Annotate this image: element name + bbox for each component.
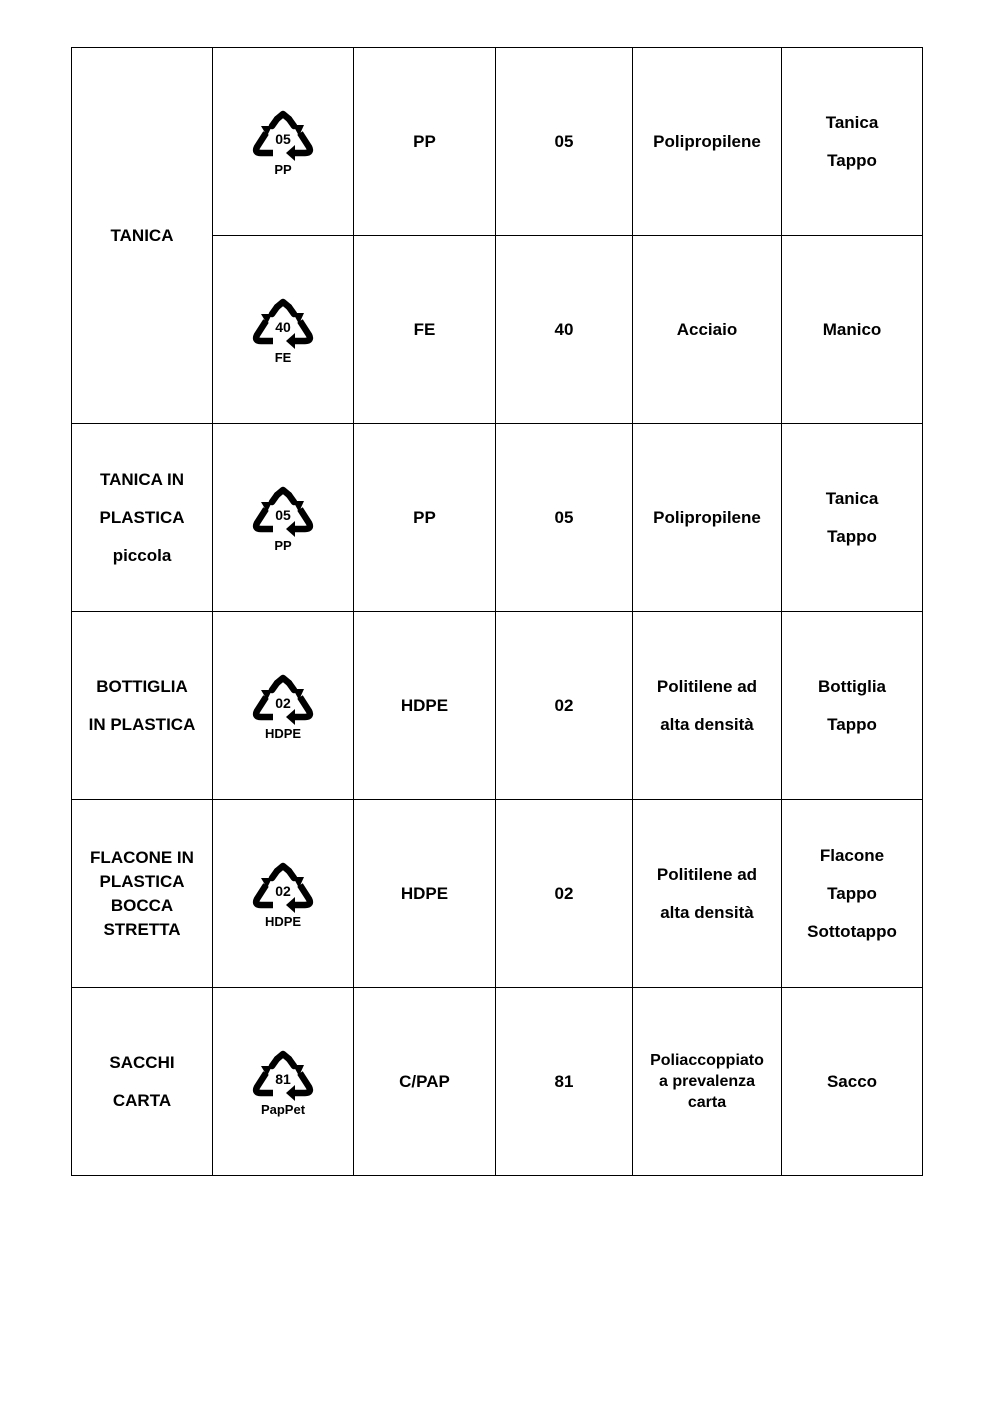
- item-name-line: STRETTA: [103, 919, 181, 939]
- recycle-triangle-icon: [243, 666, 323, 746]
- material-cell: [633, 48, 782, 236]
- symbol-code: PP: [274, 161, 292, 177]
- part-line: Flacone: [819, 845, 885, 865]
- material-line: Polipropilene: [653, 131, 761, 151]
- item-name-cell: [72, 48, 213, 424]
- item-name-cell: [72, 800, 213, 988]
- part-line: Manico: [822, 319, 882, 339]
- item-name-cell: [72, 424, 213, 612]
- material-line: a prevalenza: [658, 1073, 756, 1090]
- item-name-cell: [72, 612, 213, 800]
- part-line: Tappo: [827, 526, 877, 546]
- parts-cell: [782, 800, 923, 988]
- recycle-triangle-icon: [243, 1042, 323, 1122]
- parts-cell: [782, 424, 923, 612]
- recycling-symbol-cell: [213, 800, 354, 988]
- material-cell: [633, 424, 782, 612]
- symbol-number: 40: [275, 318, 291, 335]
- number-cell: 05: [496, 424, 633, 612]
- part-line: Tanica: [825, 488, 879, 508]
- table-row: [72, 48, 923, 236]
- recycling-symbol-cell: [213, 236, 354, 424]
- symbol-number: 05: [275, 130, 291, 147]
- material-line: Acciaio: [676, 319, 738, 339]
- code-cell: PP: [354, 48, 496, 236]
- item-name-line: TANICA: [110, 225, 174, 245]
- part-line: Sacco: [826, 1071, 878, 1091]
- recycling-symbol-cell: [213, 48, 354, 236]
- part-line: Tappo: [827, 150, 877, 170]
- table-row: [72, 988, 923, 1176]
- material-cell: [633, 612, 782, 800]
- number-cell: 02: [496, 612, 633, 800]
- number-cell: 02: [496, 800, 633, 988]
- item-name-line: TANICA IN: [99, 469, 185, 489]
- symbol-code: HDPE: [264, 913, 302, 929]
- item-name-line: PLASTICA: [99, 871, 185, 891]
- parts-cell: [782, 988, 923, 1176]
- material-line: carta: [687, 1094, 727, 1111]
- recycle-triangle-icon: [243, 102, 323, 182]
- symbol-code: PP: [274, 537, 292, 553]
- item-name-line: IN PLASTICA: [88, 714, 196, 734]
- item-name-line: FLACONE IN: [90, 847, 194, 867]
- code-cell: C/PAP: [354, 988, 496, 1176]
- symbol-number: 81: [275, 1070, 291, 1087]
- recycling-codes-table: [71, 47, 923, 1176]
- material-line: Poliaccoppiato: [650, 1052, 764, 1069]
- material-line: Polipropilene: [653, 507, 761, 527]
- item-name-cell: [72, 988, 213, 1176]
- parts-cell: [782, 236, 923, 424]
- recycling-symbol-cell: [213, 424, 354, 612]
- item-name-line: BOCCA: [110, 895, 174, 915]
- recycling-symbol-cell: [213, 612, 354, 800]
- material-cell: [633, 988, 782, 1176]
- material-line: Politilene ad: [656, 864, 758, 884]
- recycle-triangle-icon: [243, 854, 323, 934]
- symbol-number: 02: [275, 882, 291, 899]
- code-cell: FE: [354, 236, 496, 424]
- material-line: Politilene ad: [656, 676, 758, 696]
- material-line: alta densità: [660, 714, 754, 734]
- recycling-symbol-cell: [213, 988, 354, 1176]
- code-cell: PP: [354, 424, 496, 612]
- part-line: Tappo: [827, 883, 877, 903]
- number-cell: 40: [496, 236, 633, 424]
- material-cell: [633, 800, 782, 988]
- item-name-line: piccola: [112, 545, 172, 565]
- symbol-code: FE: [274, 349, 292, 365]
- table-row: [72, 800, 923, 988]
- parts-cell: [782, 48, 923, 236]
- number-cell: 05: [496, 48, 633, 236]
- part-line: Tanica: [825, 112, 879, 132]
- item-name-line: PLASTICA: [99, 507, 185, 527]
- table-row: [72, 612, 923, 800]
- table-row: [72, 424, 923, 612]
- recycle-triangle-icon: [243, 478, 323, 558]
- recycle-triangle-icon: [243, 290, 323, 370]
- part-line: Bottiglia: [818, 676, 886, 696]
- material-cell: [633, 236, 782, 424]
- parts-cell: [782, 612, 923, 800]
- item-name-line: BOTTIGLIA: [96, 676, 188, 696]
- code-cell: HDPE: [354, 612, 496, 800]
- material-line: alta densità: [660, 902, 754, 922]
- symbol-number: 05: [275, 506, 291, 523]
- code-cell: HDPE: [354, 800, 496, 988]
- symbol-number: 02: [275, 694, 291, 711]
- item-name-line: SACCHI: [109, 1052, 175, 1072]
- symbol-code: HDPE: [264, 725, 302, 741]
- number-cell: 81: [496, 988, 633, 1176]
- item-name-line: CARTA: [112, 1090, 172, 1110]
- part-line: Sottotappo: [807, 921, 897, 941]
- part-line: Tappo: [827, 714, 877, 734]
- symbol-code: PapPet: [260, 1101, 306, 1117]
